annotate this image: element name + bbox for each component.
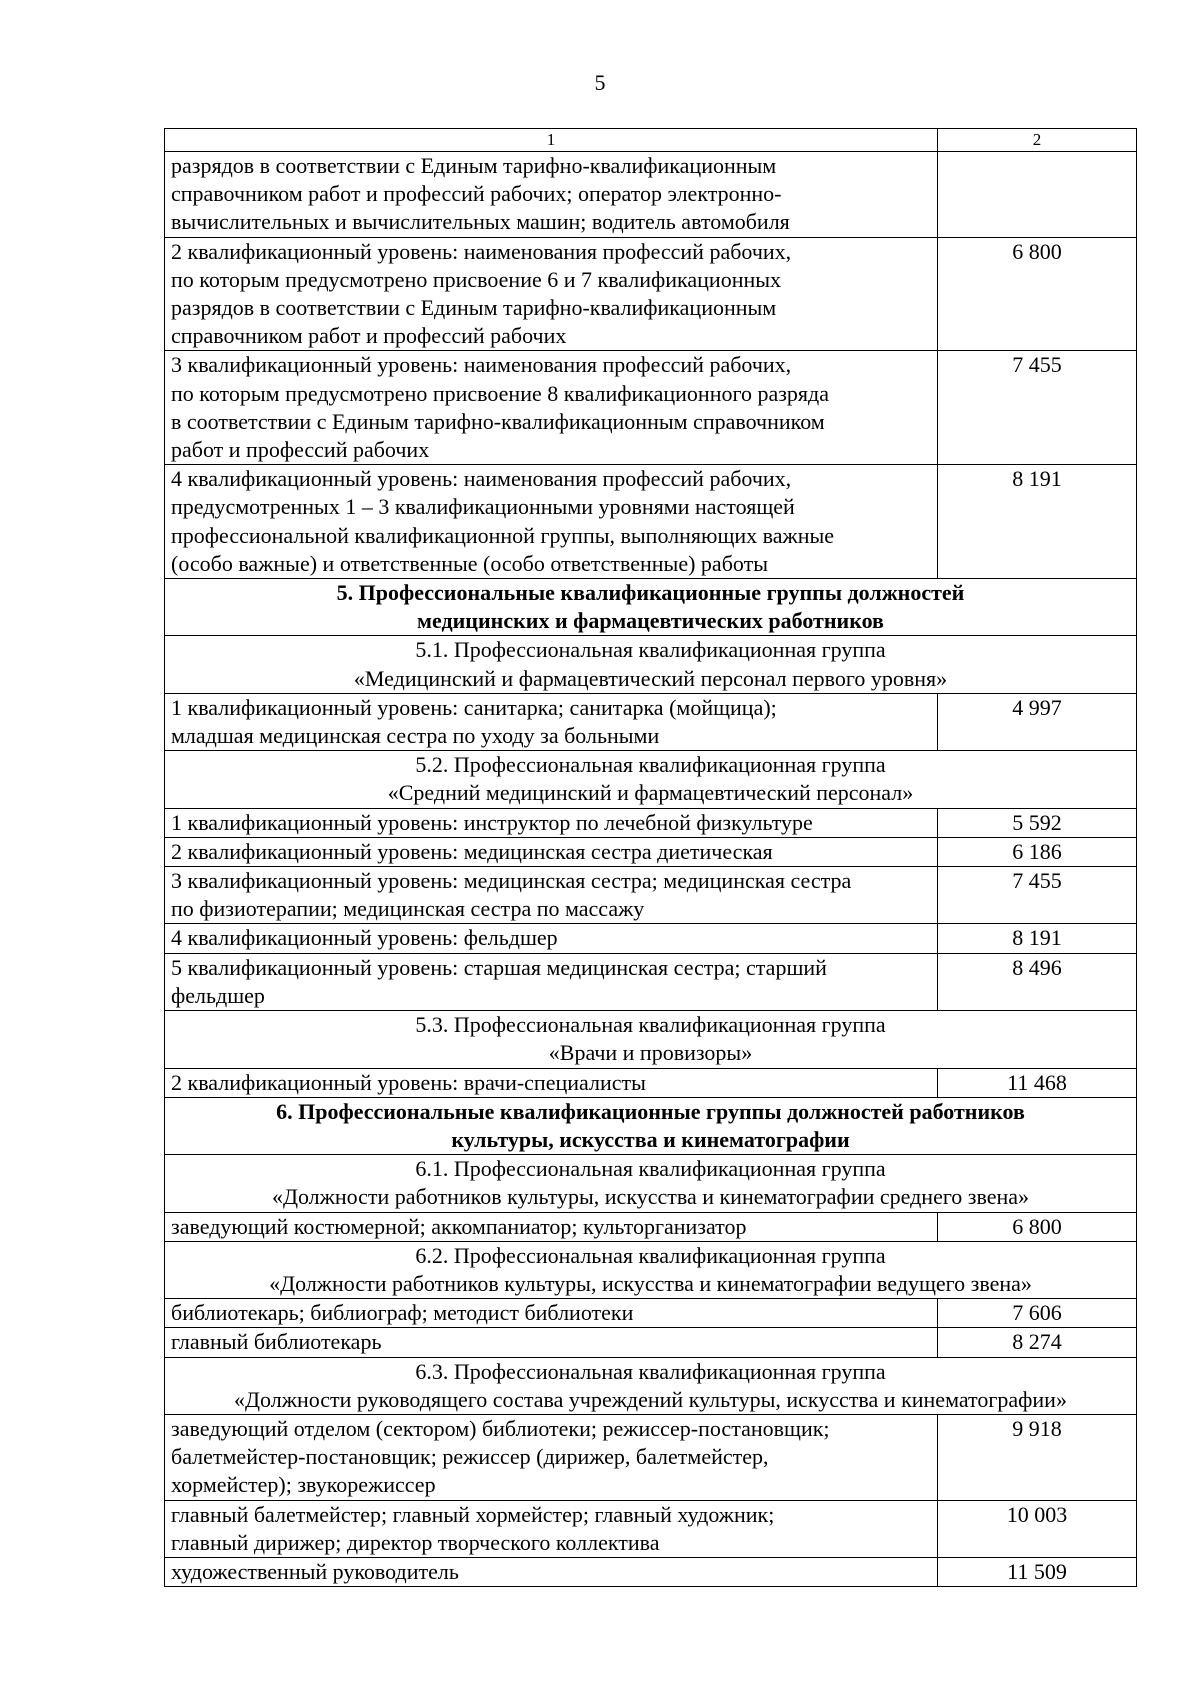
- text-line: 4 квалификационный уровень: наименования профессий рабочих,: [171, 466, 792, 492]
- section-heading-row: [165, 579, 1137, 636]
- text-line: младшая медицинская сестра по уходу за больными: [171, 723, 660, 749]
- subgroup-heading: [165, 1155, 1137, 1212]
- text-line: профессиональной квалификационной группы, выполняющих важные: [171, 522, 835, 548]
- text-line: 3 квалификационный уровень: медицинская сестра; медицинская сестра: [171, 868, 852, 894]
- text-line: главный балетмейстер; главный хормейстер; главный художник;: [171, 1501, 775, 1527]
- text-line: вычислительных и вычислительных машин; водитель автомобиля: [171, 209, 790, 235]
- salary-value: 6 800: [938, 237, 1137, 351]
- text-line: 6.2. Профессиональная квалификационная группа: [415, 1242, 886, 1268]
- position-cell: [165, 1212, 938, 1241]
- position-cell: [165, 808, 938, 837]
- table-row: [165, 1500, 1137, 1557]
- text-line: заведующий костюмерной; аккомпаниатор; культорганизатор: [171, 1213, 747, 1239]
- section-heading-row: [165, 1097, 1137, 1154]
- table-row: [165, 693, 1137, 750]
- text-line: культуры, искусства и кинематографии: [451, 1126, 850, 1152]
- text-line: справочником работ и профессий рабочих: [171, 323, 567, 349]
- table-row: [165, 837, 1137, 866]
- text-line: 2 квалификационный уровень: наименования профессий рабочих,: [171, 238, 792, 264]
- table-row: [165, 1299, 1137, 1328]
- text-line: «Врачи и провизоры»: [548, 1040, 753, 1066]
- subgroup-heading: [165, 1357, 1137, 1414]
- salary-value: 7 455: [938, 351, 1137, 465]
- table-row: [165, 351, 1137, 465]
- text-line: работ и профессий рабочих: [171, 437, 430, 463]
- table-row: [165, 953, 1137, 1010]
- subgroup-heading-row: [165, 1155, 1137, 1212]
- text-line: по которым предусмотрено присвоение 6 и 7 квалификационных: [171, 266, 782, 292]
- table-row: [165, 1212, 1137, 1241]
- text-line: (особо важные) и ответственные (особо ответственные) работы: [171, 550, 768, 576]
- text-line: главный дирижер; директор творческого коллектива: [171, 1529, 660, 1555]
- subgroup-heading-row: [165, 751, 1137, 808]
- text-line: библиотекарь; библиограф; методист библиотеки: [171, 1300, 634, 1326]
- salary-value: 8 191: [938, 465, 1137, 579]
- text-line: 5.3. Профессиональная квалификационная группа: [415, 1012, 886, 1038]
- salary-value: 11 468: [938, 1068, 1137, 1097]
- table-row: [165, 465, 1137, 579]
- salary-value: [938, 152, 1137, 238]
- table-row: [165, 152, 1137, 238]
- table-row: [165, 1557, 1137, 1586]
- text-line: предусмотренных 1 – 3 квалификационными уровнями настоящей: [171, 494, 795, 520]
- text-line: по которым предусмотрено присвоение 8 квалификационного разряда: [171, 380, 829, 406]
- text-line: «Медицинский и фармацевтический персонал первого уровня»: [353, 665, 948, 691]
- header-col-1: 1: [165, 129, 938, 152]
- text-line: заведующий отделом (сектором) библиотеки; режиссер-постановщик;: [171, 1415, 830, 1441]
- text-line: справочником работ и профессий рабочих; оператор электронно-: [171, 181, 782, 207]
- text-line: 6.3. Профессиональная квалификационная группа: [415, 1358, 886, 1384]
- section-heading: [165, 579, 1137, 636]
- salary-value: 8 496: [938, 953, 1137, 1010]
- text-line: «Должности работников культуры, искусства и кинематографии ведущего звена»: [269, 1270, 1032, 1296]
- position-cell: [165, 867, 938, 924]
- header-col-2: 2: [938, 129, 1137, 152]
- salary-value: 4 997: [938, 693, 1137, 750]
- text-line: 5 квалификационный уровень: старшая медицинская сестра; старший: [171, 954, 827, 980]
- subgroup-heading: [165, 751, 1137, 808]
- position-cell: [165, 1500, 938, 1557]
- text-line: 1 квалификационный уровень: санитарка; санитарка (мойщица);: [171, 694, 777, 720]
- text-line: 5.1. Профессиональная квалификационная группа: [415, 637, 886, 663]
- text-line: главный библиотекарь: [171, 1329, 382, 1355]
- position-cell: [165, 924, 938, 953]
- subgroup-heading: [165, 1241, 1137, 1298]
- position-cell: [165, 1414, 938, 1500]
- text-line: разрядов в соответствии с Единым тарифно-квалификационным: [171, 295, 777, 321]
- salary-value: 8 191: [938, 924, 1137, 953]
- subgroup-heading-row: [165, 1011, 1137, 1068]
- text-line: «Должности работников культуры, искусства и кинематографии среднего звена»: [271, 1184, 1030, 1210]
- salary-value: 8 274: [938, 1328, 1137, 1357]
- text-line: «Должности руководящего состава учреждений культуры, искусства и кинематографии»: [234, 1386, 1067, 1412]
- salary-value: 6 800: [938, 1212, 1137, 1241]
- position-cell: [165, 1557, 938, 1586]
- text-line: художественный руководитель: [171, 1558, 459, 1584]
- table-row: [165, 237, 1137, 351]
- text-line: фельдшер: [171, 982, 265, 1008]
- salary-value: 7 455: [938, 867, 1137, 924]
- text-line: по физиотерапии; медицинская сестра по массажу: [171, 896, 645, 922]
- text-line: 5. Профессиональные квалификационные группы должностей: [336, 580, 965, 606]
- text-line: 2 квалификационный уровень: врачи-специалисты: [171, 1069, 646, 1095]
- salary-value: 5 592: [938, 808, 1137, 837]
- text-line: медицинских и фармацевтических работников: [417, 608, 884, 634]
- text-line: 6.1. Профессиональная квалификационная группа: [415, 1156, 886, 1182]
- position-cell: [165, 152, 938, 238]
- position-cell: [165, 693, 938, 750]
- text-line: балетмейстер-постановщик; режиссер (дирижер, балетмейстер,: [171, 1444, 769, 1470]
- subgroup-heading: [165, 636, 1137, 693]
- position-cell: [165, 351, 938, 465]
- text-line: 1 квалификационный уровень: инструктор по лечебной физкультуре: [171, 809, 813, 835]
- position-cell: [165, 237, 938, 351]
- position-cell: [165, 1068, 938, 1097]
- position-cell: [165, 953, 938, 1010]
- text-line: хормейстер); звукорежиссер: [171, 1472, 436, 1498]
- salary-value: 7 606: [938, 1299, 1137, 1328]
- subgroup-heading-row: [165, 1357, 1137, 1414]
- salary-value: 10 003: [938, 1500, 1137, 1557]
- salary-value: 6 186: [938, 837, 1137, 866]
- text-line: 4 квалификационный уровень: фельдшер: [171, 925, 558, 951]
- salary-value: 11 509: [938, 1557, 1137, 1586]
- subgroup-heading-row: [165, 636, 1137, 693]
- page-number: 5: [594, 70, 606, 95]
- table-row: [165, 924, 1137, 953]
- table-row: [165, 1328, 1137, 1357]
- position-cell: [165, 465, 938, 579]
- position-cell: [165, 837, 938, 866]
- salary-value: 9 918: [938, 1414, 1137, 1500]
- table-row: [165, 1068, 1137, 1097]
- subgroup-heading-row: [165, 1241, 1137, 1298]
- text-line: 6. Профессиональные квалификационные группы должностей работников: [276, 1098, 1025, 1124]
- section-heading: [165, 1097, 1137, 1154]
- table-row: [165, 1414, 1137, 1500]
- salary-table: [164, 128, 1137, 1587]
- text-line: разрядов в соответствии с Единым тарифно-квалификационным: [171, 153, 777, 178]
- subgroup-heading: [165, 1011, 1137, 1068]
- text-line: 5.2. Профессиональная квалификационная группа: [415, 752, 886, 778]
- table-row: [165, 808, 1137, 837]
- position-cell: [165, 1299, 938, 1328]
- table-row: [165, 867, 1137, 924]
- text-line: 2 квалификационный уровень: медицинская сестра диетическая: [171, 838, 773, 864]
- header-row: [165, 129, 1137, 152]
- salary-table-body: [165, 129, 1137, 1587]
- text-line: в соответствии с Единым тарифно-квалификационным справочником: [171, 408, 825, 434]
- text-line: «Средний медицинский и фармацевтический персонал»: [387, 780, 914, 806]
- position-cell: [165, 1328, 938, 1357]
- text-line: 3 квалификационный уровень: наименования профессий рабочих,: [171, 352, 792, 378]
